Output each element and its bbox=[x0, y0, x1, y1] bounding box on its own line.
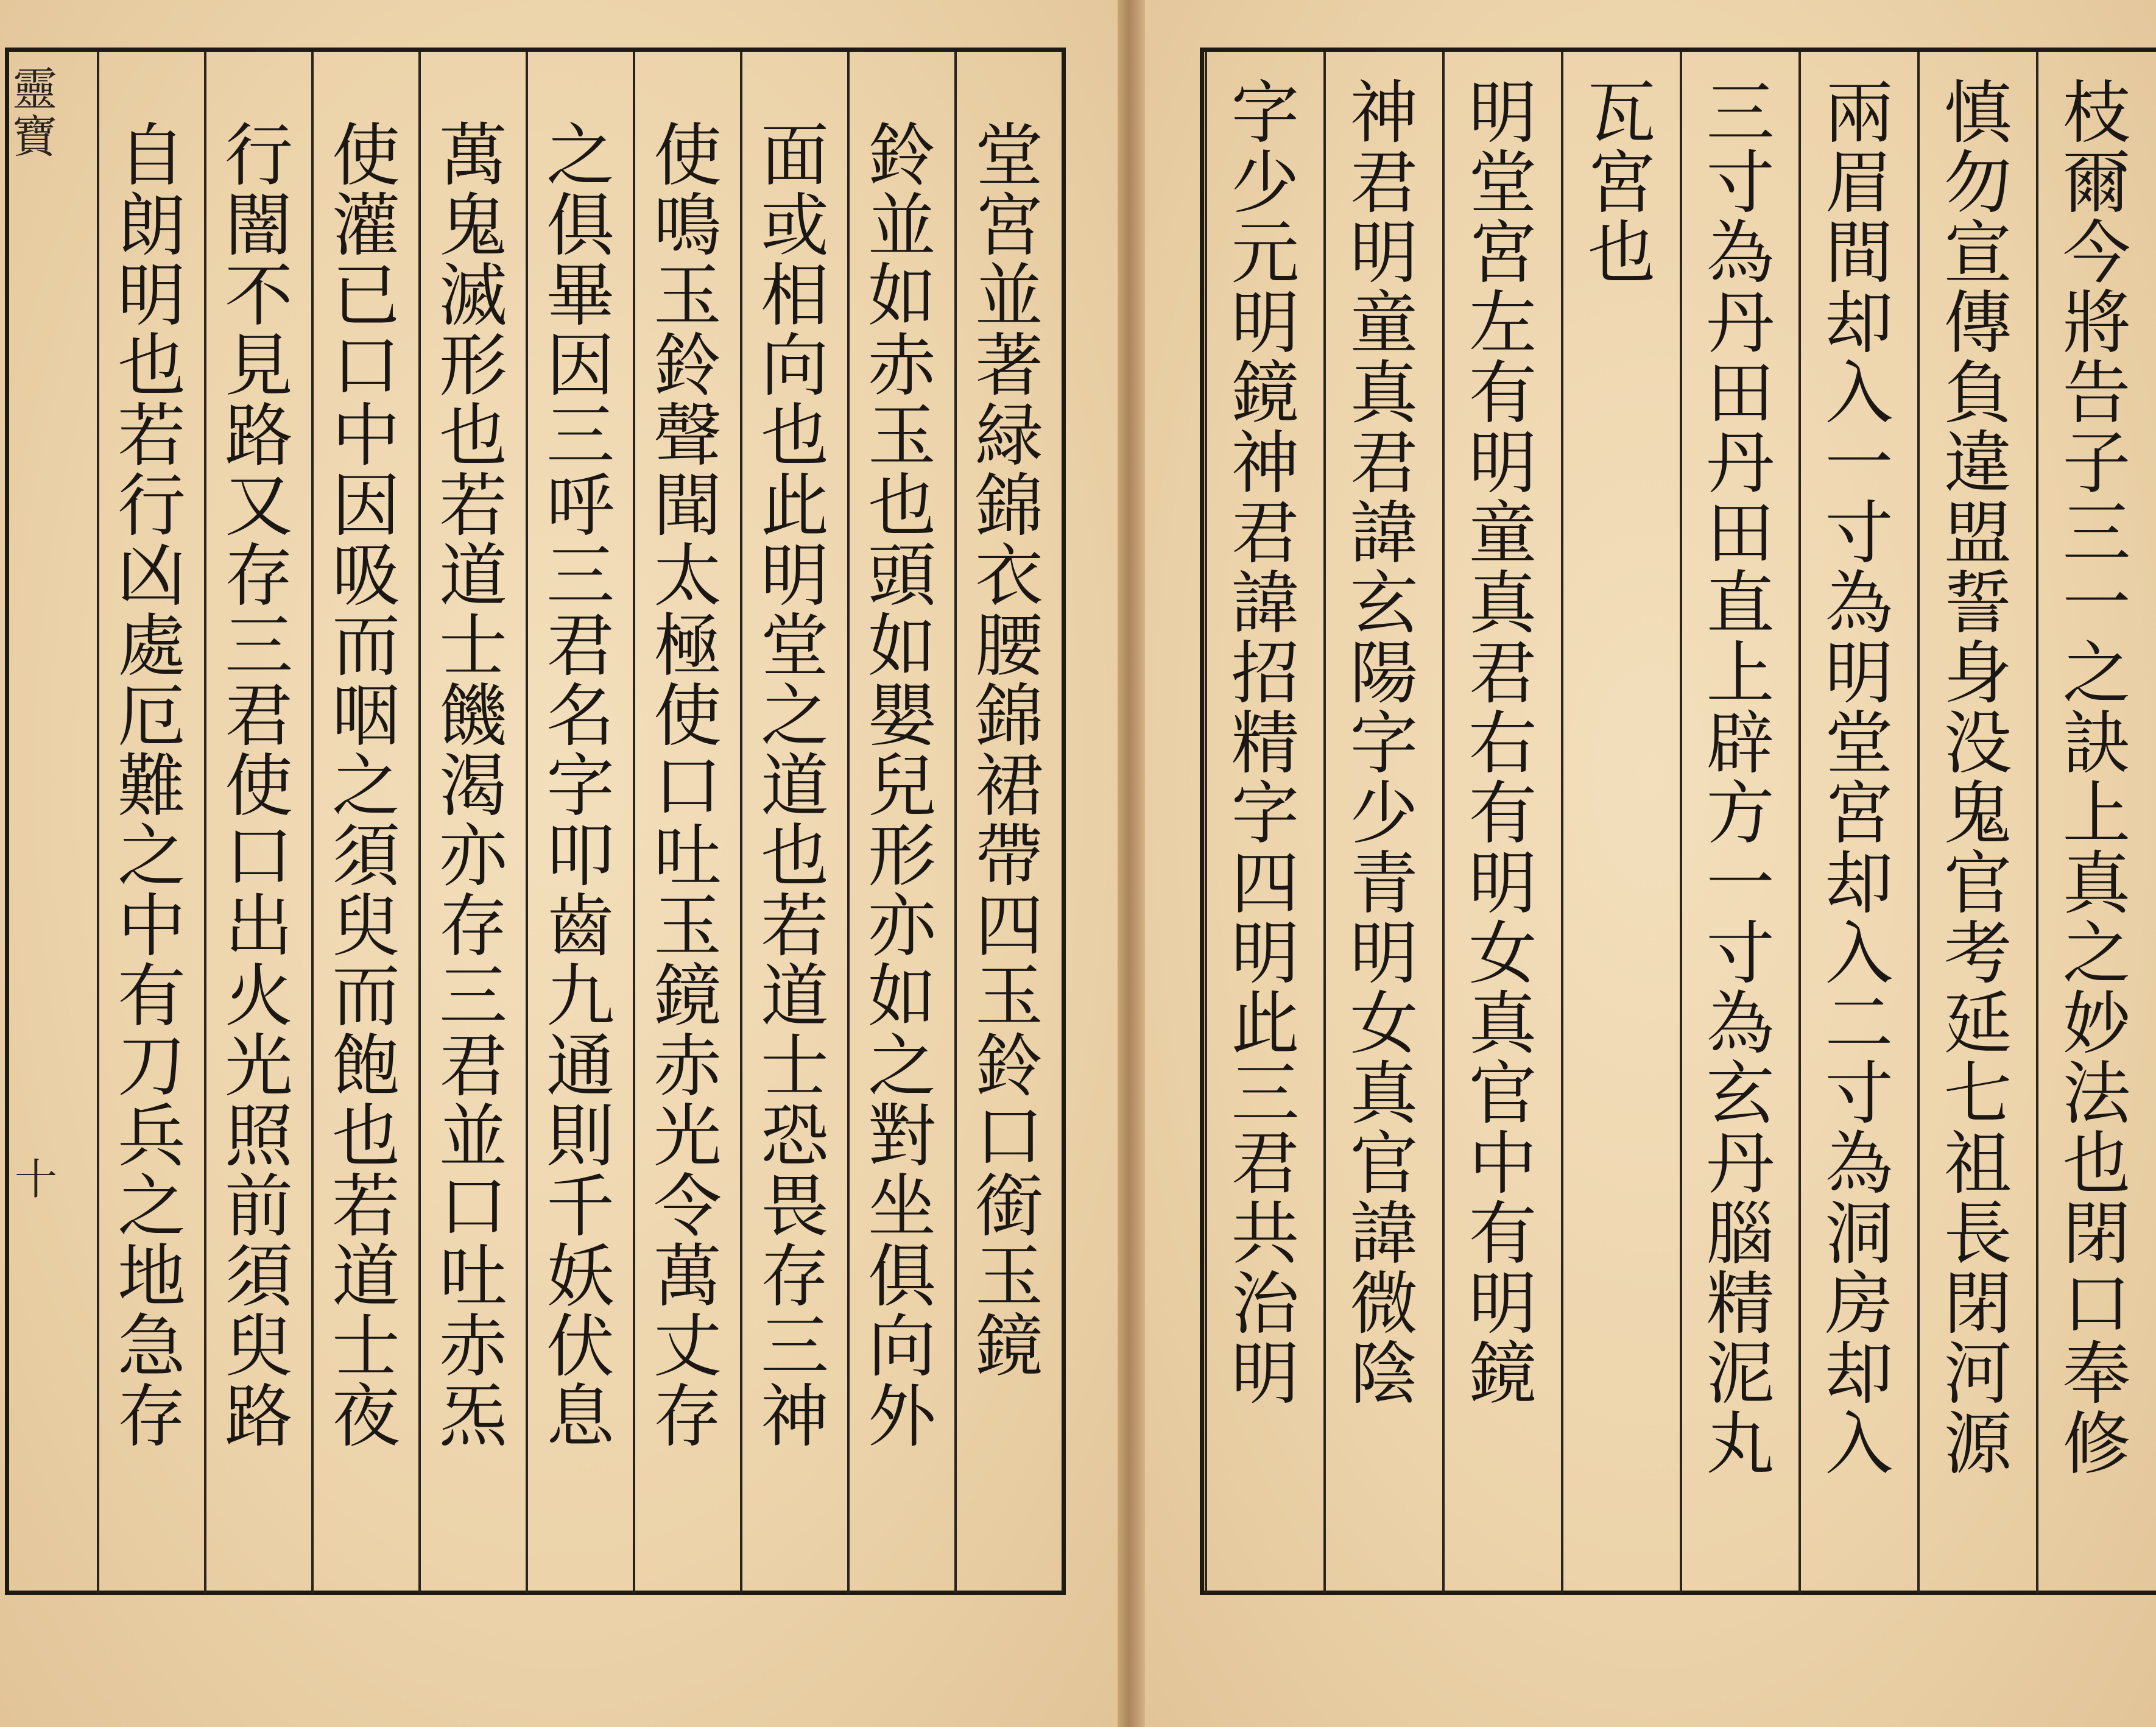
right-text-column: 枝 爾 今 將 告 子 三 一 之 訣 上 真 之 妙 法 也 閉 口 奉 修 bbox=[2062, 74, 2131, 1484]
margin-char: 寶 bbox=[12, 111, 57, 163]
column-rule bbox=[954, 52, 957, 1593]
left-text-column: 之 俱 畢 因 三 呼 三 君 名 字 叩 齒 九 通 則 千 妖 伏 息 bbox=[546, 116, 615, 1457]
column-rule bbox=[847, 52, 850, 1593]
column-rule bbox=[311, 52, 314, 1593]
column-rule bbox=[633, 52, 635, 1593]
right-text-column: 明 堂 宮 左 有 明 童 真 君 右 有 明 女 真 官 中 有 明 鏡 bbox=[1468, 74, 1537, 1414]
column-rule bbox=[1205, 52, 1207, 1593]
right-text-column: 瓦 宮 也 bbox=[1587, 74, 1656, 293]
right-text-column: 三 寸 為 丹 田 丹 田 直 上 辟 方 一 寸 為 玄 丹 腦 精 泥 丸 bbox=[1706, 74, 1775, 1484]
left-text-column: 使 鳴 玉 鈴 聲 聞 太 極 使 口 吐 玉 鏡 赤 光 令 萬 丈 存 bbox=[653, 116, 722, 1457]
right-text-column: 慎 勿 宣 傳 負 違 盟 誓 身 没 鬼 官 考 延 七 祖 長 閉 河 源 bbox=[1943, 74, 2012, 1484]
left-text-column: 堂 宮 並 著 緑 錦 衣 腰 錦 裙 帶 四 玉 鈴 口 銜 玉 鏡 bbox=[975, 116, 1043, 1386]
left-text-column: 面 或 相 向 也 此 明 堂 之 道 也 若 道 士 恐 畏 存 三 神 bbox=[761, 116, 829, 1457]
left-text-column: 萬 鬼 滅 形 也 若 道 士 饑 渴 亦 存 三 君 並 口 吐 赤 炁 bbox=[439, 116, 507, 1457]
column-rule bbox=[1323, 52, 1326, 1593]
column-rule bbox=[740, 52, 742, 1593]
left-text-column: 鈴 並 如 赤 玉 也 頭 如 嬰 兒 形 亦 如 之 對 坐 俱 向 外 bbox=[868, 116, 936, 1457]
left-text-column: 行 闇 不 見 路 又 存 三 君 使 口 出 火 光 照 前 須 臾 路 bbox=[225, 116, 293, 1457]
column-rule bbox=[1798, 52, 1801, 1593]
column-rule bbox=[204, 52, 206, 1593]
column-rule bbox=[1917, 52, 1920, 1593]
left-text-column: 使 灌 已 口 中 因 吸 而 咽 之 須 臾 而 飽 也 若 道 士 夜 bbox=[332, 116, 400, 1457]
right-text-column: 神 君 明 童 真 君 諱 玄 陽 字 少 青 明 女 真 官 諱 微 陰 bbox=[1350, 74, 1418, 1414]
right-text-column: 兩 眉 間 却 入 一 寸 為 明 堂 宮 却 入 二 寸 為 洞 房 却 入 bbox=[1825, 74, 1894, 1484]
column-rule bbox=[418, 52, 421, 1593]
left-margin-label bbox=[12, 63, 57, 163]
column-rule bbox=[1561, 52, 1563, 1593]
column-rule bbox=[1680, 52, 1682, 1593]
column-rule bbox=[2036, 52, 2038, 1593]
folio-number: 十 bbox=[15, 1154, 57, 1204]
column-rule bbox=[1442, 52, 1445, 1593]
column-rule bbox=[97, 52, 99, 1593]
right-text-column: 字 少 元 明 鏡 神 君 諱 招 精 字 四 明 此 三 君 共 治 明 bbox=[1231, 74, 1300, 1414]
left-text-column: 自 朗 明 也 若 行 凶 處 厄 難 之 中 有 刀 兵 之 地 急 存 bbox=[118, 116, 186, 1457]
column-rule bbox=[526, 52, 528, 1593]
margin-char: 靈 bbox=[12, 63, 57, 116]
book-gutter bbox=[1118, 0, 1145, 1727]
